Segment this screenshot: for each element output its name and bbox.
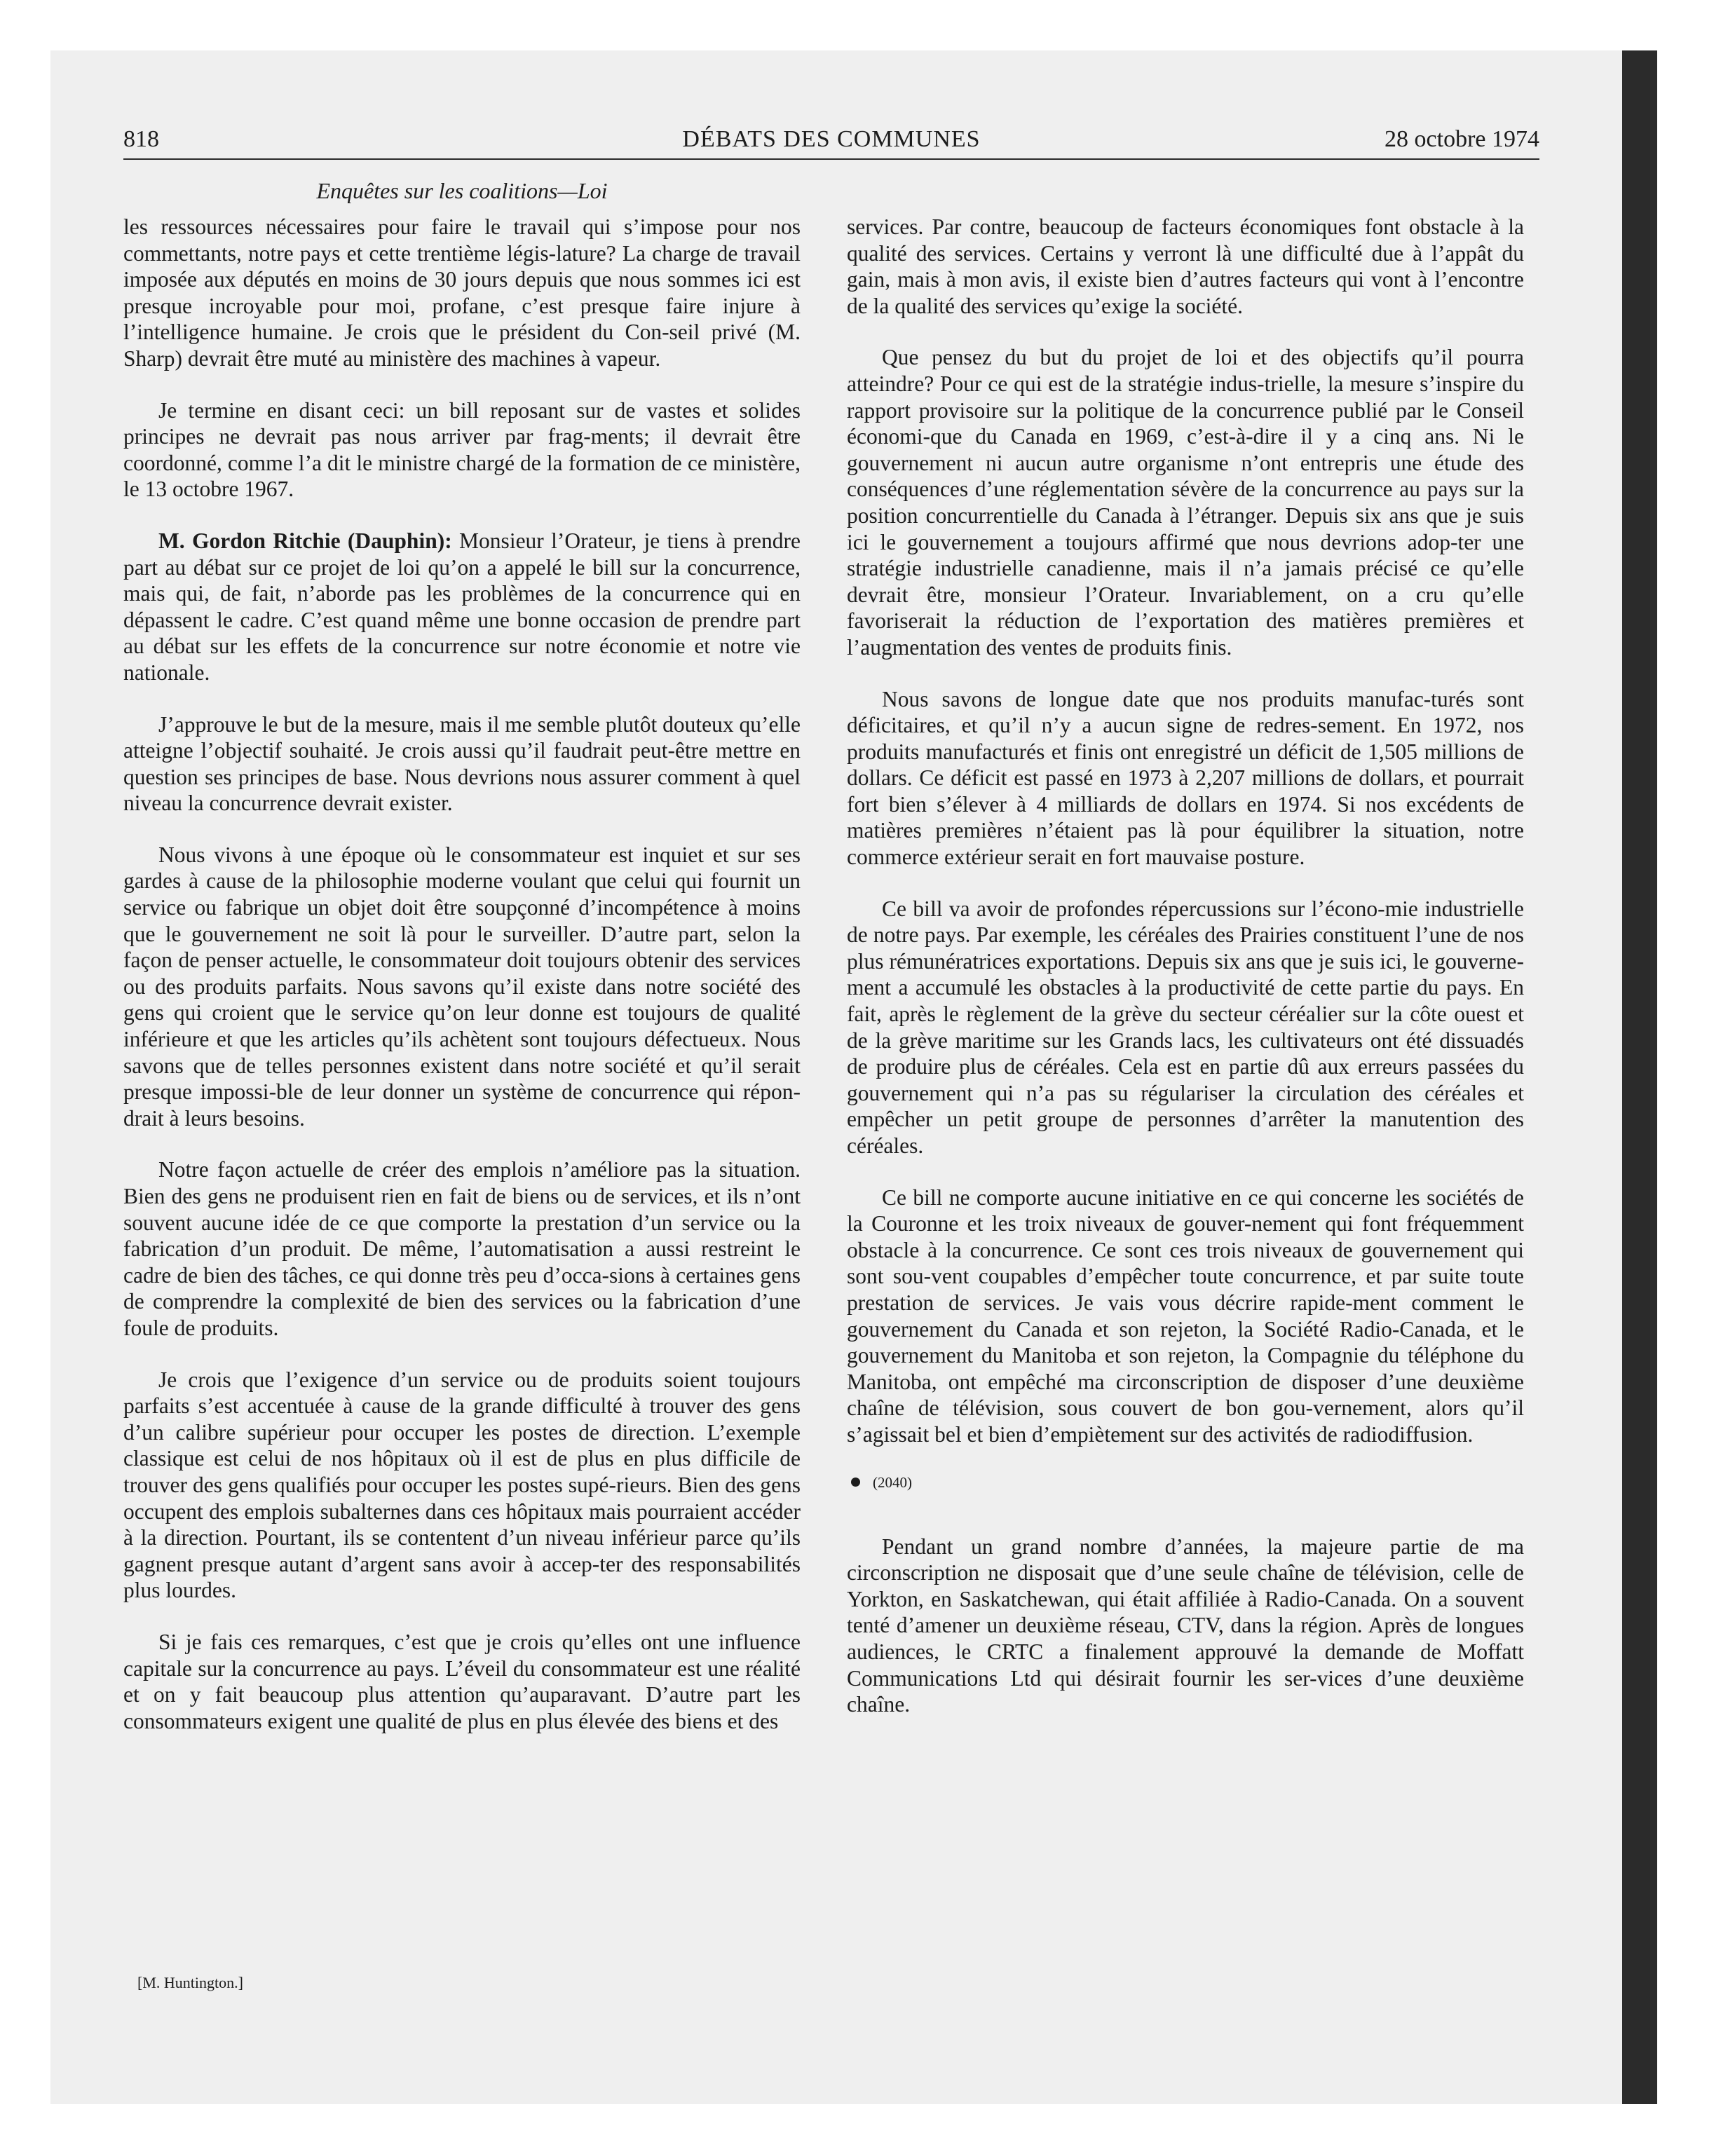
paragraph: Nous vivons à une époque où le consommateur est inquiet et sur ses gardes à cause de la philosophie moderne voulant que celui qui fournit un service ou fabrique un objet doit être soupçonné d’incompétence à moins que le gouvernement ne soit là pour le surveiller. D’autre part, selon la façon de penser actuelle, le consommateur doit toujours obtenir des services ou des produits parfaits. Nous savons qu’il existe dans notre société des gens qui croient que le service qu’on leur donne est toujours de qualité inférieure et que les articles qu’ils achètent sont toujours défectueux. Nous savons que de telles personnes existent dans notre société et qu’il serait presque impossi-ble de leur donner un système de concurrence qui répon-drait à leurs besoins. [123, 842, 801, 1131]
paragraph: Pendant un grand nombre d’années, la majeure partie de ma circonscription ne disposait que d’une seule chaîne de télévision, celle de Yorkton, en Saskatchewan, qui était affiliée à Radio-Canada. On a souvent tenté d’amener un deuxième réseau, CTV, dans la région. Après de longues audiences, le CRTC a finalement approuvé la demande de Moffatt Communications Ltd qui désirait fournir les ser-vices d’une deuxième chaîne. [847, 1534, 1524, 1717]
paragraph: Ce bill ne comporte aucune initiative en ce qui concerne les sociétés de la Couronne et les troix niveaux de gouver-nement qui font fréquemment obstacle à la concurrence. Ce sont ces trois niveaux de gouvernement qui sont sou-vent coupables d’empêcher toute concurrence, et par suite toute prestation de services. Je vais vous décrire rapide-ment comment le gouvernement du Canada et son rejeton, la Société Radio-Canada, et le gouvernement du Manitoba et son rejeton, la Compagnie du téléphone du Manitoba, ont empêché ma circonscription de disposer d’une deuxième chaîne de télévision, sous couvert de bon gou-vernement, alors qu’il s’agissait bel et bien d’empiètement sur des activités de radiodiffusion. [847, 1185, 1524, 1447]
timestamp-marker [847, 1473, 1524, 1492]
bullet-icon [851, 1478, 860, 1487]
paragraph: Que pensez du but du projet de loi et des objectifs qu’il pourra atteindre? Pour ce qui est de la stratégie indus-trielle, la mesure s’inspire du rapport provisoire sur la politique de la concurrence publié par le Conseil économi-que du Canada en 1969, c’est-à-dire il y a cinq ans. Ni le gouvernement ni aucun autre organisme n’ont entrepris une étude des conséquences d’une réglementation sévère de la concurrence au pays sur la position concurrentielle du Canada à l’étranger. Depuis six ans que je suis ici le gouvernement a toujours affirmé que nous devrions adop-ter une stratégie industrielle canadienne, mais il n’a jamais précisé ce qu’elle devrait être, monsieur l’Orateur. Invariablement, on a cru qu’elle favoriserait la réduction de l’exportation des matières premières et l’augmentation des ventes de produits finis. [847, 345, 1524, 660]
paragraph: Je termine en disant ceci: un bill reposant sur de vastes et solides principes ne devrait pas nous arriver par frag-ments; il devrait être coordonné, comme l’a dit le ministre chargé de la formation de ce ministère, le 13 octobre 1967. [123, 397, 801, 502]
paragraph: Ce bill va avoir de profondes répercussions sur l’écono-mie industrielle de notre pays. Par exemple, les céréales des Prairies constituent l’une de nos plus rémunératrices exportations. Depuis six ans que je suis ici, le gouverne-ment a accumulé les obstacles à la productivité de cette partie du pays. En fait, après le règlement de la grève du secteur céréalier sur la côte ouest et de la grève maritime sur les Grands lacs, les cultivateurs ont été dissuadés de produire plus de céréales. Cela est en partie dû aux erreurs passées du gouvernement qui n’a pas su régulariser la circulation des céréales et empêcher un petit groupe de personnes d’arrêter la manutention des céréales. [847, 896, 1524, 1158]
speech-text: Monsieur l’Orateur, je tiens à prendre part au débat sur ce projet de loi qu’on a appelé le bill sur la concurrence, mais qui, de fait, n’aborde pas les problèmes de la concurrence qui en dépassent le cadre. C’est quand même une bonne occasion de prendre part au débat sur les effets de la concurrence sur notre économie et notre vie nationale. [123, 528, 801, 685]
paragraph: Nous savons de longue date que nos produits manufac-turés sont déficitaires, et qu’il n’y a aucun signe de redres-sement. En 1972, nos produits manufacturés et finis ont enregistré un déficit de 1,505 millions de dollars. Ce déficit est passé en 1973 à 2,207 millions de dollars, et pourrait fort bien s’élever à 4 milliards de dollars en 1974. Si nos excédents de matières premières n’étaient pas là pour équilibrer la situation, notre commerce extérieur serait en fort mauvaise posture. [847, 686, 1524, 870]
paragraph: Notre façon actuelle de créer des emplois n’améliore pas la situation. Bien des gens ne produisent rien en fait de biens ou de services, et ils n’ont souvent aucune idée de ce que comporte la prestation d’un service ou la fabrication d’un produit. De même, l’automatisation a aussi restreint le cadre de bien des tâches, ce qui donne très peu d’occa-sions à certaines gens de comprendre la complexité de bien des services ou la fabrication d’une foule de produits. [123, 1157, 801, 1340]
left-column [123, 214, 801, 1759]
paragraph: Si je fais ces remarques, c’est que je crois qu’elles ont une influence capitale sur la concurrence au pays. L’éveil du consommateur est une réalité et on y fait beaucoup plus attention qu’auparavant. D’autre part les consommateurs exigent une qualité de plus en plus élevée des biens et des [123, 1629, 801, 1733]
paragraph: services. Par contre, beaucoup de facteurs économiques font obstacle à la qualité des services. Certains y verront là une difficulté due à l’appât du gain, mais à mon avis, il existe bien d’autres facteurs qui vont à l’encontre de la qualité des services qu’exige la société. [847, 214, 1524, 318]
paragraph: Je crois que l’exigence d’un service ou de produits soient toujours parfaits s’est accentuée à cause de la grande difficulté à trouver des gens d’un calibre supérieur pour occuper les postes de direction. L’exemple classique est celui de nos hôpitaux où il est de plus en plus difficile de trouver des gens qualifiés pour occuper les postes supé-rieurs. Bien des gens occupent des emplois subalternes dans ces hôpitaux mais pourraient accéder à la direction. Pourtant, ils se contentent d’un niveau inférieur parce qu’ils gagnent presque autant d’argent sans avoir à accep-ter des responsabilités plus lourdes. [123, 1367, 801, 1603]
page-date: 28 octobre 1974 [1384, 126, 1539, 152]
scan-edge-shadow [1622, 50, 1657, 2104]
right-column [847, 214, 1524, 1743]
page-number: 818 [123, 126, 159, 152]
speaker-footnote: [M. Huntington.] [137, 1974, 243, 1991]
paragraph: les ressources nécessaires pour faire le travail qui s’impose pour nos commettants, notre pays et cette trentième légis-lature? La charge de travail imposée aux députés en moins de 30 jours depuis que nous sommes ici est presque incroyable pour moi, profane, c’est presque faire injure à l’intelligence humaine. Je crois que le président du Con-seil privé (M. Sharp) devrait être muté au ministère des machines à vapeur. [123, 214, 801, 371]
paragraph [123, 528, 801, 686]
publication-title: DÉBATS DES COMMUNES [682, 126, 981, 152]
section-subheading: Enquêtes sur les coalitions—Loi [316, 178, 608, 203]
speaker-name: M. Gordon Ritchie (Dauphin): [158, 528, 452, 553]
timestamp-text: (2040) [873, 1473, 912, 1491]
header-rule [123, 158, 1539, 160]
paragraph: J’approuve le but de la mesure, mais il me semble plutôt douteux qu’elle atteigne l’objectif souhaité. Je crois aussi qu’il faudrait peut-être mettre en question ses principes de base. Nous devrions nous assurer comment à quel niveau la concurrence devrait exister. [123, 711, 801, 816]
